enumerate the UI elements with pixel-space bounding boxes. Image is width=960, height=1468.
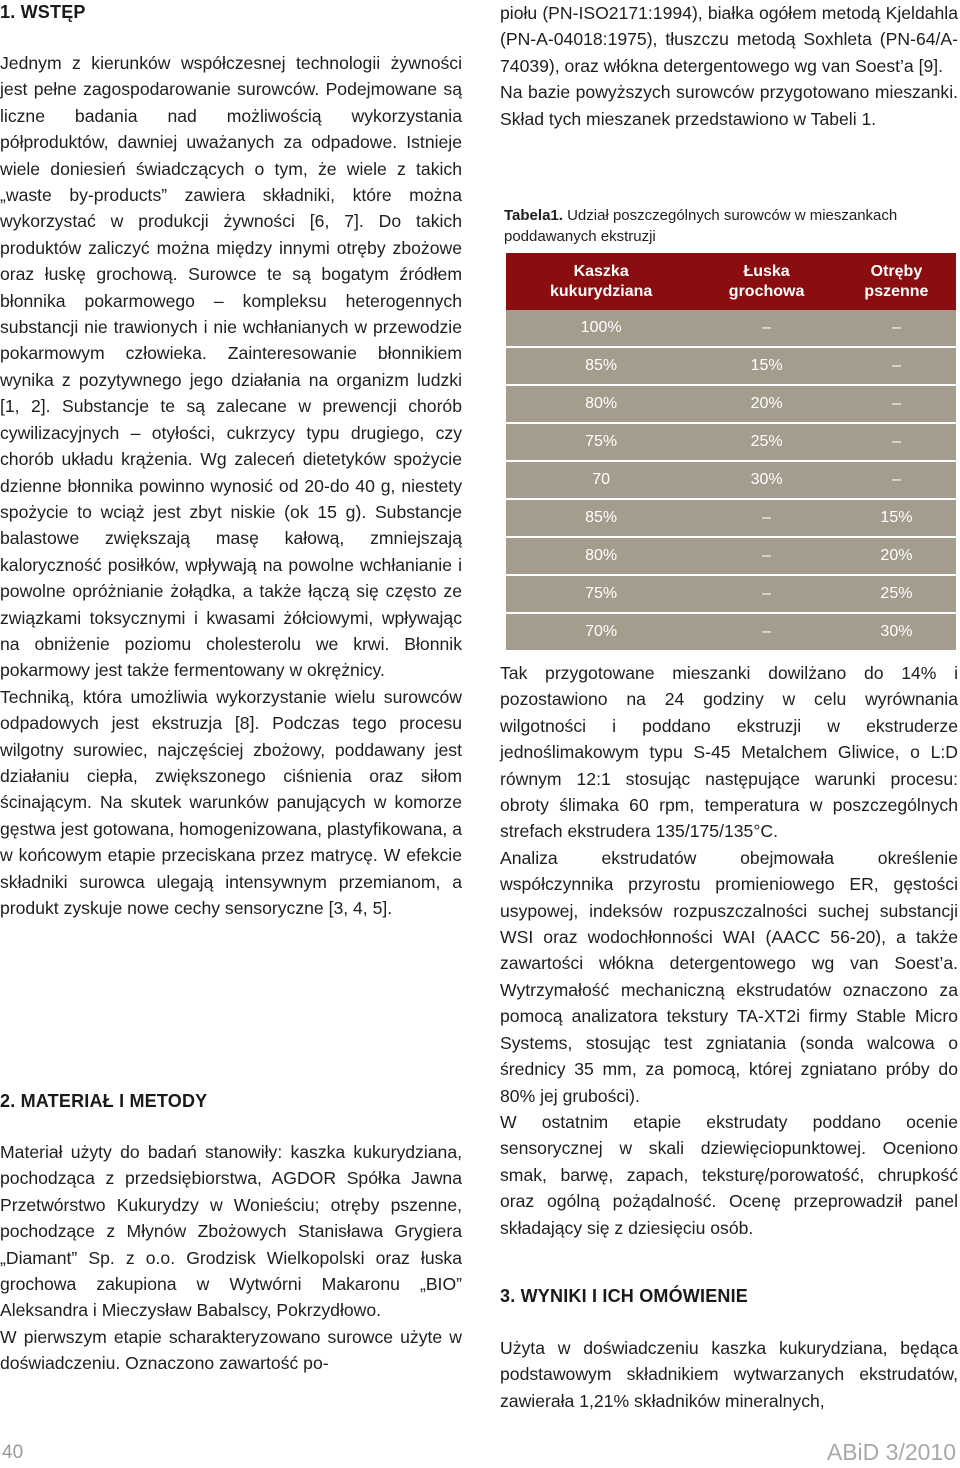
table-cell: –	[696, 537, 837, 575]
table-row	[506, 423, 956, 461]
table-cell: –	[837, 461, 956, 499]
table-cell: 75%	[506, 575, 696, 613]
table-cell: 30%	[696, 461, 837, 499]
table-cell: –	[837, 385, 956, 423]
table-row	[506, 385, 956, 423]
table-header-cell: Otręby pszenne	[837, 253, 956, 310]
table-row	[506, 461, 956, 499]
table-cell: 85%	[506, 347, 696, 385]
table-row	[506, 347, 956, 385]
table-header-cell: Łuska grochowa	[696, 253, 837, 310]
section-heading-methods: 2. MATERIAŁ I METODY	[0, 1091, 208, 1111]
table-cell: –	[891, 319, 901, 336]
methods-paragraph-right-mid: Tak przygotowane mieszanki dowilżano do 14% i pozostawiono na 24 godziny w celu wyrównania wilgotności i poddano ekstruzji w ekstruderze jednoślimakowym typu S-45 Metalchem Gliwice, o L:D równym 12:1 stosując następujące warunki procesu: obroty ślimaka 60 rpm, temperatura w poszczególnych strefach ekstrudera 135/175/135°C. Analiza ekstrudatów obejmowała określenie współczynnika przyrostu promieniowego ER, gęstości usypowej, indeksów rozpuszczalności suchej substancji WSI oraz wodochłonności WAI (AACC 56-20), a także zawartości włókna detergentowego wg van Soest’a. Wytrzymałość mechaniczną ekstrudatów oznaczono za pomocą analizatora tekstury TA-XT2i firmy Stable Micro Systems, stosując test zgniatania (sonda walcowa o średnicy 35 mm, za pomocą, której zgniatano próby do 80% jej grubości). W ostatnim etapie ekstrudaty poddano ocenie sensorycznej w skali dziewięciopunktowej. Oceniono smak, barwę, zapach, teksturę/porowatość, chrupkość oraz ogólną pożądalność. Ocenę przeprowadził panel składający się z dziesięciu osób.	[500, 663, 958, 1238]
methods-text-left	[0, 1139, 462, 1377]
intro-paragraph: Jednym z kierunków współczesnej technologii żywności jest pełne zagospodarowanie surowców. Podejmowane są liczne badania nad możliwością wykorzystania półproduktów, dawniej uważanych za odpadowe. Istnieje wiele doniesień świadczących o tym, że wiele z takich „waste by-products” zawiera składniki, które można wykorzystać w produkcji żywności [6, 7]. Do takich produktów zaliczyć można między innymi otręby zbożowe oraz łuskę grochową. Surowce te są bogatym źródłem błonnika pokarmowego – kompleksu heterogennych substancji nie trawionych i nie wchłanianych w przewodzie pokarmowym człowieka. Zainteresowanie błonnikiem wynika z pozytywnego jego działania na organizm ludzki [1, 2]. Substancje te są zalecane w prewencji chorób cywilizacyjnych – otyłości, cukrzycy typu drugiego, czy chorób układu krążenia. Wg zaleceń dietetyków spożycie dzienne błonnika powinno wynosić od 20-do 40 g, niestety spożycie to wciąż jest zbyt niskie (ok 15 g). Substancje balastowe zwiększają masę kałową, zmniejszają kaloryczność posiłków, wpływają na powolne wchłanianie i powolne opróżnianie żołądka, a także łączą się często ze związkami toksycznymi i kwasami żółciowymi, wpływając na obniżenie poziomu cholesterolu we krwi. Błonnik pokarmowy jest także fermentowany w okrężnicy. Techniką, która umożliwia wykorzystanie wielu surowców odpadowych jest ekstruzja [8]. Podczas tego procesu wilgotny surowiec, najczęściej zbożowy, poddawany jest działaniu ciepła, zwiększonego ciśnienia oraz siłom ścinającym. Na skutek warunków panujących w komorze gęstwa jest gotowana, homogenizowana, plastyfikowana, a w końcowym etapie przeciskana przez matrycę. W efekcie składniki surowca ulegają intensywnym przemianom, a produkt zyskuje nowe cechy sensoryczne [3, 4, 5].	[0, 53, 462, 918]
intro-text	[0, 50, 462, 921]
journal-issue: ABiD 3/2010	[826, 1439, 956, 1465]
table-cell: 30%	[837, 613, 956, 650]
table-cell: 20%	[837, 537, 956, 575]
table-header-row	[506, 253, 956, 310]
table-cell: 25%	[837, 575, 956, 613]
table-cell: 80%	[506, 385, 696, 423]
table-cell: –	[696, 575, 837, 613]
table-cell: 25%	[696, 423, 837, 461]
mixture-table	[506, 253, 956, 650]
table-cell: 15%	[837, 499, 956, 537]
table-label: Tabela1.	[504, 207, 563, 224]
results-text	[500, 1335, 958, 1414]
table-cell: 85%	[506, 499, 696, 537]
table-cell: –	[696, 499, 837, 537]
table-cell: –	[762, 319, 772, 336]
table-cell: –	[837, 347, 956, 385]
methods-paragraph-left: Materiał użyty do badań stanowiły: kaszka kukurydziana, pochodząca z przedsiębiorstwa, AGDOR Spółka Jawna Przetwórstwo Kukurydzy w Wonieściu; otręby pszenne, pochodzące z Młynów Zbożowych Stanisława Grygiera „Diamant” Sp. z o.o. Grodzisk Wielkopolski oraz łuska grochowa zakupiona w Wytwórni Makaronu „BIO” Aleksandra i Mieczysław Babalscy, Pokrzydłowo. W pierwszym etapie scharakteryzowano surowce użyte w doświadczeniu. Oznaczono zawartość po-	[0, 1142, 462, 1374]
page-number: 40	[2, 1442, 24, 1463]
table-cell: 70	[506, 461, 696, 499]
table-row	[506, 613, 956, 650]
table-cell: –	[837, 423, 956, 461]
table-cell: 70%	[506, 613, 696, 650]
section-heading-results: 3. WYNIKI I ICH OMÓWIENIE	[500, 1286, 749, 1306]
section-heading-intro: 1. WSTĘP	[0, 2, 86, 22]
methods-paragraph-right-top: piołu (PN-ISO2171:1994), białka ogółem metodą Kjeldahla (PN-A-04018:1975), tłuszczu metodą Soxhleta (PN-64/A-74039), oraz włókna detergentowego wg van Soest’a [9]. Na bazie powyższych surowców przygotowano mieszanki. Skład tych mieszanek przedstawiono w Tabeli 1.	[500, 3, 958, 129]
table-cell: 100%	[580, 319, 622, 336]
table-caption-text: Udział poszczególnych surowców w mieszankach poddawanych ekstruzji	[504, 207, 898, 245]
table-cell: 75%	[506, 423, 696, 461]
methods-text-right-top	[500, 0, 958, 132]
table-cell: –	[696, 613, 837, 650]
table-cell: 80%	[506, 537, 696, 575]
table-row	[506, 537, 956, 575]
page-footer	[0, 1430, 960, 1468]
table-row	[506, 499, 956, 537]
table-row	[506, 575, 956, 613]
table-cell: 20%	[696, 385, 837, 423]
results-paragraph: Użyta w doświadczeniu kaszka kukurydziana, będąca podstawowym składnikiem wytwarzanych ekstrudatów, zawierała 1,21% składników mineralnych,	[500, 1338, 958, 1411]
methods-text-right-mid	[500, 660, 958, 1241]
table-cell: 15%	[696, 347, 837, 385]
table-caption	[504, 205, 960, 247]
table-header-cell: Kaszka kukurydziana	[506, 253, 696, 310]
table-row	[506, 310, 956, 347]
